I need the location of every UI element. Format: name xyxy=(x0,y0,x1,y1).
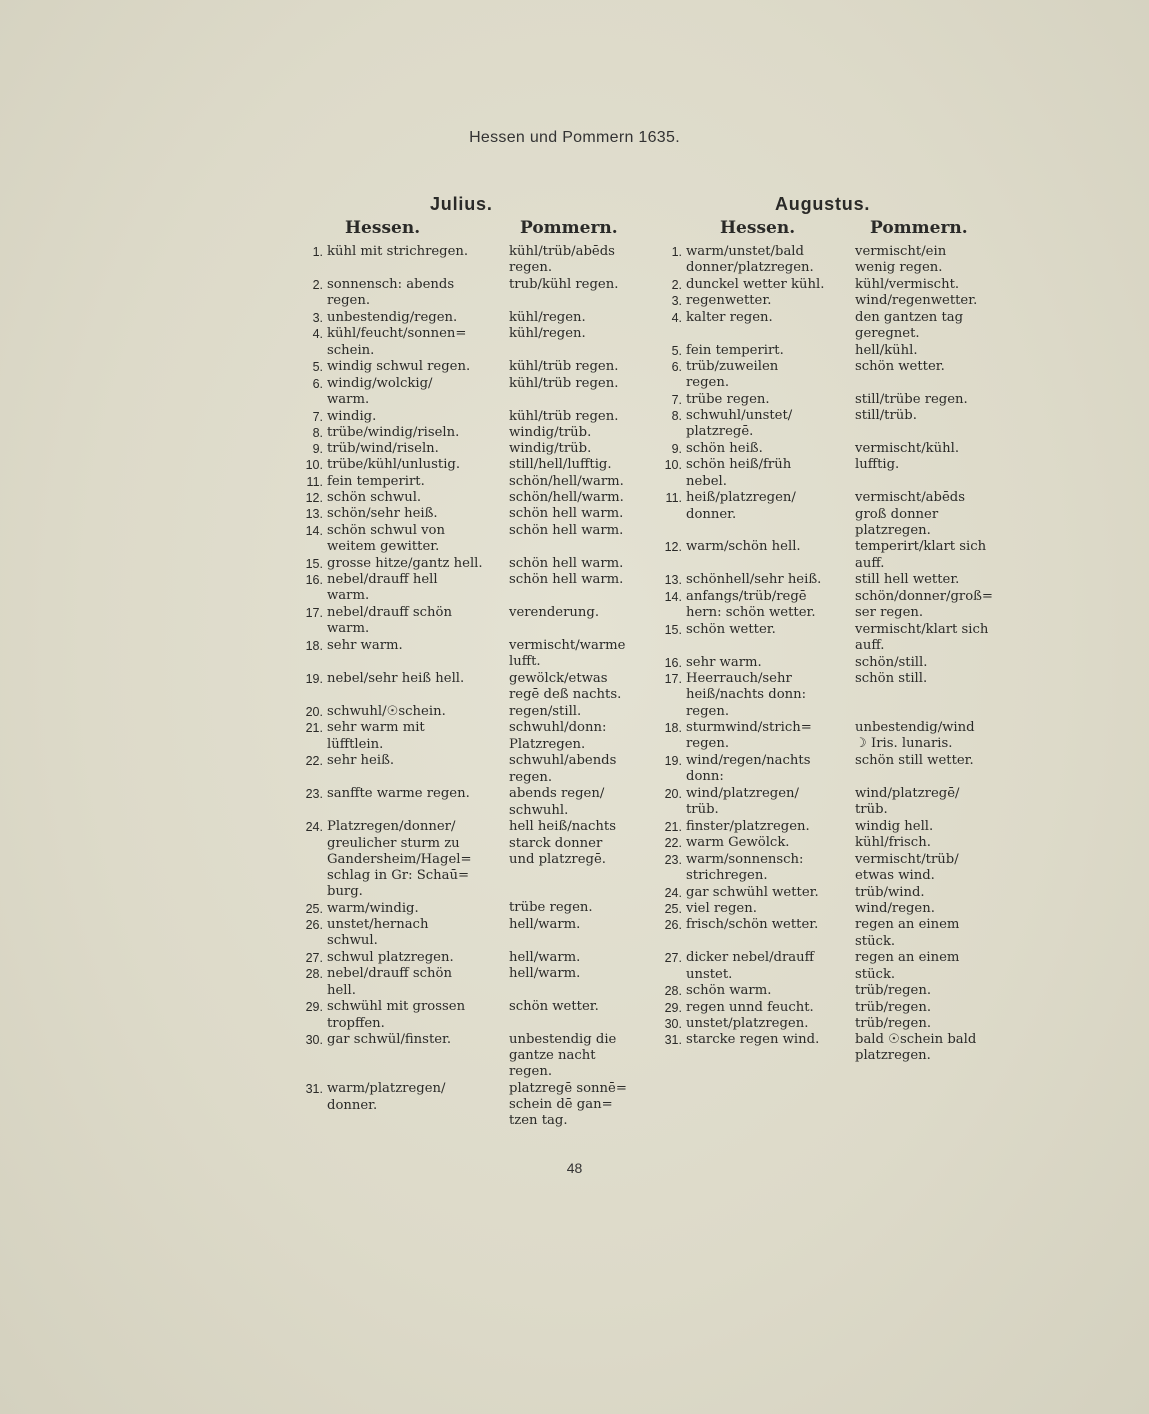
hessen-weather-text: Heerrauch/sehr heiß/nachts donn: regen. xyxy=(686,671,807,719)
weather-entry xyxy=(664,950,841,983)
day-number: 7. xyxy=(312,409,323,424)
pommern-weather-text: kühl/trüb regen. xyxy=(509,359,619,375)
weather-entry xyxy=(671,244,841,277)
pommern-weather-text: schön hell warm. xyxy=(509,522,624,538)
day-number: 13. xyxy=(305,507,323,522)
pommern-weather-text: regen an einem stück. xyxy=(855,950,960,982)
pommern-weather-text: kühl/trüb/abēds regen. xyxy=(509,244,615,276)
weather-entry xyxy=(664,621,841,655)
day-number: 2. xyxy=(312,278,323,292)
pommern-weather-text: vermischt/abēds groß donner platzregen. xyxy=(855,490,965,539)
day-number: 23. xyxy=(664,852,682,867)
hessen-weather-text: nebel/drauff schön hell. xyxy=(327,966,452,998)
weather-entry xyxy=(312,375,505,409)
hessen-weather-text: trübe/windig/riseln. xyxy=(327,424,460,440)
hessen-weather-text: gar schwühl wetter. xyxy=(686,884,819,900)
hessen-weather-text: wind/platzregen/ trüb. xyxy=(686,786,799,818)
weather-entry xyxy=(305,753,505,786)
pommern-weather-text: schön still wetter. xyxy=(855,753,974,769)
weather-entry xyxy=(664,720,841,753)
pommern-weather-text: gewölck/etwas regē deß nachts. xyxy=(509,670,622,703)
pommern-weather-text: abends regen/ schwuhl. xyxy=(509,786,605,818)
hessen-weather-text: sehr warm. xyxy=(327,637,403,653)
pommern-weather-text: still/trübe regen. xyxy=(855,391,968,407)
day-number: 20. xyxy=(664,787,682,802)
julius-pommern-column xyxy=(509,244,649,1130)
hessen-weather-text: unstet/platzregen. xyxy=(686,1015,809,1031)
pommern-weather-text: hell heiß/nachts starck donner und platzregē. xyxy=(509,819,616,867)
day-number: 5. xyxy=(312,360,323,375)
weather-entry xyxy=(671,391,841,408)
hessen-weather-text: trüb/zuweilen regen. xyxy=(686,358,779,391)
hessen-weather-text: warm/platzregen/ donner. xyxy=(327,1081,446,1113)
hessen-weather-text: windig. xyxy=(327,408,377,424)
day-number: 14. xyxy=(664,589,682,604)
hessen-weather-text: grosse hitze/gantz hell. xyxy=(327,555,483,571)
pommern-weather-text: schön/still. xyxy=(855,654,928,670)
day-number: 1. xyxy=(671,245,682,259)
hessen-weather-text: schönhell/sehr heiß. xyxy=(686,572,822,588)
day-number: 7. xyxy=(671,392,682,407)
hessen-weather-text: schön wetter. xyxy=(686,621,776,637)
pommern-weather-text: windig/trüb. xyxy=(509,441,592,457)
weather-entry xyxy=(664,572,841,588)
hessen-weather-text: frisch/schön wetter. xyxy=(686,917,819,933)
column-header-julius-hessen: Hessen. xyxy=(345,218,421,238)
pommern-weather-text: hell/warm. xyxy=(509,916,581,932)
day-number: 20. xyxy=(305,704,323,719)
hessen-weather-text: wind/regen/nachts donn: xyxy=(686,753,811,785)
weather-entry xyxy=(664,753,841,786)
day-number: 8. xyxy=(671,409,682,424)
day-number: 28. xyxy=(664,984,682,999)
day-number: 25. xyxy=(664,901,682,916)
weather-entry xyxy=(664,1015,841,1032)
hessen-weather-text: starcke regen wind. xyxy=(686,1032,820,1048)
weather-entry xyxy=(305,819,505,900)
augustus-hessen-column xyxy=(664,244,841,1065)
month-title-julius: Julius. xyxy=(430,194,493,214)
weather-entry xyxy=(305,670,505,704)
weather-entry xyxy=(664,819,841,835)
day-number: 17. xyxy=(664,672,682,687)
weather-entry xyxy=(306,473,505,490)
hessen-weather-text: warm/sonnensch: strichregen. xyxy=(686,851,804,883)
pommern-weather-text: still hell wetter. xyxy=(855,572,960,588)
day-number: 28. xyxy=(305,967,323,982)
column-header-augustus-hessen: Hessen. xyxy=(720,218,796,238)
weather-entry xyxy=(312,244,505,277)
day-number: 17. xyxy=(305,605,323,620)
pommern-weather-text: schön still. xyxy=(855,671,928,687)
hessen-weather-text: heiß/platzregen/ donner. xyxy=(686,490,796,522)
hessen-weather-text: dicker nebel/drauff unstet. xyxy=(686,950,815,982)
day-number: 31. xyxy=(305,1082,323,1097)
day-number: 21. xyxy=(305,721,323,736)
weather-entry xyxy=(305,506,505,522)
weather-entry xyxy=(664,539,841,572)
hessen-weather-text: warm/unstet/bald donner/platzregen. xyxy=(686,244,814,276)
pommern-weather-text: vermischt/kühl. xyxy=(855,441,960,457)
weather-entry xyxy=(664,917,841,950)
hessen-weather-text: schön/sehr heiß. xyxy=(327,506,438,522)
pommern-weather-text: regen/still. xyxy=(509,703,582,719)
hessen-weather-text: schön warm. xyxy=(686,983,772,999)
pommern-weather-text: lufftig. xyxy=(855,457,900,473)
hessen-weather-text: schön schwul von weitem gewitter. xyxy=(327,522,445,554)
weather-entry xyxy=(671,441,841,457)
weather-entry xyxy=(305,786,505,819)
weather-entry xyxy=(305,1081,505,1130)
day-number: 9. xyxy=(312,442,323,457)
pommern-weather-text: hell/warm. xyxy=(509,965,581,981)
day-number: 15. xyxy=(305,556,323,571)
day-number: 4. xyxy=(312,327,323,342)
day-number: 10. xyxy=(305,458,323,473)
weather-entry xyxy=(664,654,841,671)
pommern-weather-text: verenderung. xyxy=(509,604,600,620)
hessen-weather-text: schön heiß. xyxy=(686,441,763,457)
weather-entry xyxy=(664,884,841,901)
weather-entry xyxy=(305,917,505,950)
weather-entry xyxy=(305,457,505,473)
hessen-weather-text: windig schwul regen. xyxy=(327,359,471,375)
hessen-weather-text: fein temperirt. xyxy=(686,342,784,358)
day-number: 12. xyxy=(305,491,323,506)
pommern-weather-text: vermischt/warme lufft. xyxy=(509,637,626,670)
day-number: 18. xyxy=(664,721,682,736)
pommern-weather-text: schön wetter. xyxy=(509,998,599,1014)
hessen-weather-text: viel regen. xyxy=(686,900,757,916)
weather-entry xyxy=(305,966,505,999)
day-number: 24. xyxy=(305,820,323,835)
day-number: 15. xyxy=(664,622,682,637)
pommern-weather-text: wind/regen. xyxy=(855,900,935,916)
day-number: 12. xyxy=(664,540,682,555)
day-number: 30. xyxy=(305,1033,323,1048)
pommern-weather-text: trub/kühl regen. xyxy=(509,277,619,292)
pommern-weather-text: vermischt/ein wenig regen. xyxy=(855,244,947,276)
pommern-weather-text: hell/warm. xyxy=(509,949,581,965)
pommern-weather-text: kühl/regen. xyxy=(509,326,586,342)
hessen-weather-text: schön schwul. xyxy=(327,490,422,506)
weather-entry xyxy=(305,490,505,506)
hessen-weather-text: regenwetter. xyxy=(686,293,772,309)
weather-entry xyxy=(671,309,841,343)
hessen-weather-text: kühl/feucht/sonnen= schein. xyxy=(327,326,467,358)
pommern-weather-text: windig hell. xyxy=(855,819,934,835)
hessen-weather-text: gar schwül/finster. xyxy=(327,1032,452,1048)
pommern-weather-text: unbestendig die gantze nacht regen. xyxy=(509,1031,617,1080)
hessen-weather-text: unbestendig/regen. xyxy=(327,310,458,325)
weather-entry xyxy=(305,522,505,556)
pommern-weather-text: temperirt/klart sich auff. xyxy=(855,539,987,571)
weather-entry xyxy=(305,571,505,605)
page-number: 48 xyxy=(566,1160,583,1176)
hessen-weather-text: anfangs/trüb/regē hern: schön wetter. xyxy=(686,588,816,621)
day-number: 19. xyxy=(664,754,682,769)
hessen-weather-text: Platzregen/donner/ greulicher sturm zu Gandersheim/Hagel= schlag in Gr: Schaū= burg. xyxy=(327,819,472,900)
weather-entry xyxy=(665,490,841,539)
pommern-weather-text: vermischt/trüb/ etwas wind. xyxy=(855,851,959,883)
hessen-weather-text: sturmwind/strich= regen. xyxy=(686,720,812,752)
weather-entry xyxy=(312,326,505,359)
day-number: 24. xyxy=(664,885,682,900)
hessen-weather-text: schön heiß/früh nebel. xyxy=(686,457,792,489)
pommern-weather-text: schön hell warm. xyxy=(509,555,624,571)
weather-entry xyxy=(664,900,841,917)
month-title-augustus: Augustus. xyxy=(775,194,871,214)
day-number: 16. xyxy=(664,655,682,670)
hessen-weather-text: warm/windig. xyxy=(327,900,419,916)
page-header: Hessen und Pommern 1635. xyxy=(469,129,680,146)
weather-entry xyxy=(312,408,505,425)
julius-hessen-column xyxy=(305,244,505,1130)
pommern-weather-text: schön hell warm. xyxy=(509,506,624,522)
weather-entry xyxy=(305,720,505,753)
day-number: 22. xyxy=(664,836,682,851)
pommern-weather-text: platzregē sonnē= schein dē gan= tzen tag. xyxy=(509,1080,627,1129)
pommern-weather-text: kühl/frisch. xyxy=(855,835,931,851)
hessen-weather-text: sanffte warme regen. xyxy=(327,786,470,802)
hessen-weather-text: sehr warm mit lüfftlein. xyxy=(327,720,425,752)
pommern-weather-text: den gantzen tag geregnet. xyxy=(855,309,964,341)
hessen-weather-text: schwul platzregen. xyxy=(327,950,454,966)
hessen-weather-text: schwuhl/☉schein. xyxy=(327,703,446,719)
pommern-weather-text: wind/regenwetter. xyxy=(855,293,978,309)
weather-entry xyxy=(312,359,505,375)
day-number: 26. xyxy=(305,918,323,933)
pommern-weather-text: kühl/trüb regen. xyxy=(509,408,619,424)
day-number: 3. xyxy=(312,311,323,325)
weather-entry xyxy=(671,408,841,441)
pommern-weather-text: trüb/regen. xyxy=(855,999,932,1015)
weather-entry xyxy=(664,786,841,819)
hessen-weather-text: fein temperirt. xyxy=(327,473,425,489)
pommern-weather-text: kühl/regen. xyxy=(509,310,586,325)
day-number: 29. xyxy=(305,1000,323,1015)
hessen-weather-text: windig/wolckig/ warm. xyxy=(327,375,433,407)
weather-entry xyxy=(664,671,841,720)
pommern-weather-text: schön/hell/warm. xyxy=(509,473,624,489)
day-number: 23. xyxy=(305,787,323,802)
pommern-weather-text: schön wetter. xyxy=(855,358,945,374)
day-number: 25. xyxy=(305,901,323,916)
weather-entry xyxy=(671,293,841,309)
hessen-weather-text: trüb/wind/riseln. xyxy=(327,441,439,457)
weather-entry xyxy=(305,900,505,917)
hessen-weather-text: sehr heiß. xyxy=(327,753,395,769)
weather-entry xyxy=(305,637,505,671)
pommern-weather-text: trüb/regen. xyxy=(855,983,932,999)
hessen-weather-text: dunckel wetter kühl. xyxy=(686,277,825,292)
pommern-weather-text: regen an einem stück. xyxy=(855,917,960,949)
column-header-julius-pommern: Pommern. xyxy=(520,218,618,238)
pommern-weather-text: schön/hell/warm. xyxy=(509,490,624,506)
day-number: 21. xyxy=(664,820,682,835)
hessen-weather-text: kühl mit strichregen. xyxy=(327,244,469,259)
day-number: 3. xyxy=(671,294,682,309)
weather-entry xyxy=(664,1032,841,1065)
weather-entry xyxy=(312,277,505,310)
pommern-weather-text: wind/platzregē/ trüb. xyxy=(855,786,960,818)
weather-entry xyxy=(664,983,841,999)
pommern-weather-text: bald ☉schein bald platzregen. xyxy=(855,1032,977,1064)
weather-entry xyxy=(305,604,505,638)
hessen-weather-text: unstet/hernach schwul. xyxy=(327,917,429,949)
day-number: 19. xyxy=(305,671,323,686)
day-number: 22. xyxy=(305,754,323,769)
pommern-weather-text: kühl/vermischt. xyxy=(855,277,960,292)
day-number: 26. xyxy=(664,918,682,933)
pommern-weather-text: trübe regen. xyxy=(509,900,593,916)
pommern-weather-text: schön hell warm. xyxy=(509,571,624,587)
pommern-weather-text: still/trüb. xyxy=(855,408,917,424)
hessen-weather-text: nebel/drauff hell warm. xyxy=(327,571,438,604)
hessen-weather-text: trübe/kühl/unlustig. xyxy=(327,457,461,473)
pommern-weather-text: trüb/wind. xyxy=(855,884,925,900)
day-number: 2. xyxy=(671,278,682,292)
pommern-weather-text: vermischt/klart sich auff. xyxy=(855,621,989,654)
weather-entry xyxy=(305,999,505,1032)
pommern-weather-text: kühl/trüb regen. xyxy=(509,375,619,391)
pommern-weather-text: schwuhl/donn: Platzregen. xyxy=(509,720,607,752)
day-number: 11. xyxy=(665,491,682,506)
weather-entry xyxy=(664,999,841,1016)
day-number: 6. xyxy=(312,376,323,391)
weather-entry xyxy=(305,555,505,572)
pommern-weather-text: schön/donner/groß= ser regen. xyxy=(855,588,993,621)
pommern-weather-text: schwuhl/abends regen. xyxy=(509,753,617,785)
day-number: 4. xyxy=(671,310,682,325)
weather-entry xyxy=(664,457,841,490)
augustus-pommern-column xyxy=(855,244,1005,1065)
weather-entry xyxy=(312,310,505,326)
weather-entry xyxy=(305,950,505,966)
day-number: 9. xyxy=(671,442,682,457)
hessen-weather-text: warm/schön hell. xyxy=(686,539,801,555)
column-header-augustus-pommern: Pommern. xyxy=(870,218,968,238)
weather-entry xyxy=(671,277,841,293)
weather-entry xyxy=(305,1032,505,1081)
hessen-weather-text: sonnensch: abends regen. xyxy=(327,277,455,309)
day-number: 16. xyxy=(305,572,323,587)
pommern-weather-text: hell/kühl. xyxy=(855,342,918,358)
day-number: 27. xyxy=(305,951,323,966)
pommern-weather-text: still/hell/lufftig. xyxy=(509,457,612,473)
day-number: 13. xyxy=(664,573,682,588)
day-number: 5. xyxy=(671,343,682,358)
weather-entry xyxy=(664,588,841,622)
hessen-weather-text: nebel/drauff schön warm. xyxy=(327,604,452,637)
day-number: 29. xyxy=(664,1000,682,1015)
hessen-weather-text: nebel/sehr heiß hell. xyxy=(327,670,465,686)
weather-entry xyxy=(671,358,841,392)
pommern-weather-text: trüb/regen. xyxy=(855,1015,932,1031)
weather-entry xyxy=(671,342,841,359)
day-number: 10. xyxy=(664,458,682,473)
day-number: 18. xyxy=(305,638,323,653)
hessen-weather-text: kalter regen. xyxy=(686,309,773,325)
hessen-weather-text: warm Gewölck. xyxy=(686,835,790,851)
day-number: 1. xyxy=(312,245,323,259)
hessen-weather-text: schwühl mit grossen tropffen. xyxy=(327,999,466,1031)
weather-entry xyxy=(305,703,505,720)
day-number: 31. xyxy=(664,1033,682,1048)
pommern-weather-text: unbestendig/wind ☽ Iris. lunaris. xyxy=(855,720,975,752)
hessen-weather-text: trübe regen. xyxy=(686,391,770,407)
weather-entry xyxy=(312,424,505,441)
day-number: 14. xyxy=(305,523,323,538)
weather-entry xyxy=(312,441,505,457)
hessen-weather-text: sehr warm. xyxy=(686,654,762,670)
pommern-weather-text: windig/trüb. xyxy=(509,424,592,440)
weather-entry xyxy=(664,835,841,851)
hessen-weather-text: schwuhl/unstet/ platzregē. xyxy=(686,408,793,440)
day-number: 30. xyxy=(664,1016,682,1031)
hessen-weather-text: finster/platzregen. xyxy=(686,819,810,835)
hessen-weather-text: regen unnd feucht. xyxy=(686,999,814,1015)
day-number: 11. xyxy=(306,474,323,489)
day-number: 27. xyxy=(664,951,682,966)
day-number: 8. xyxy=(312,425,323,440)
weather-entry xyxy=(664,851,841,885)
day-number: 6. xyxy=(671,359,682,374)
